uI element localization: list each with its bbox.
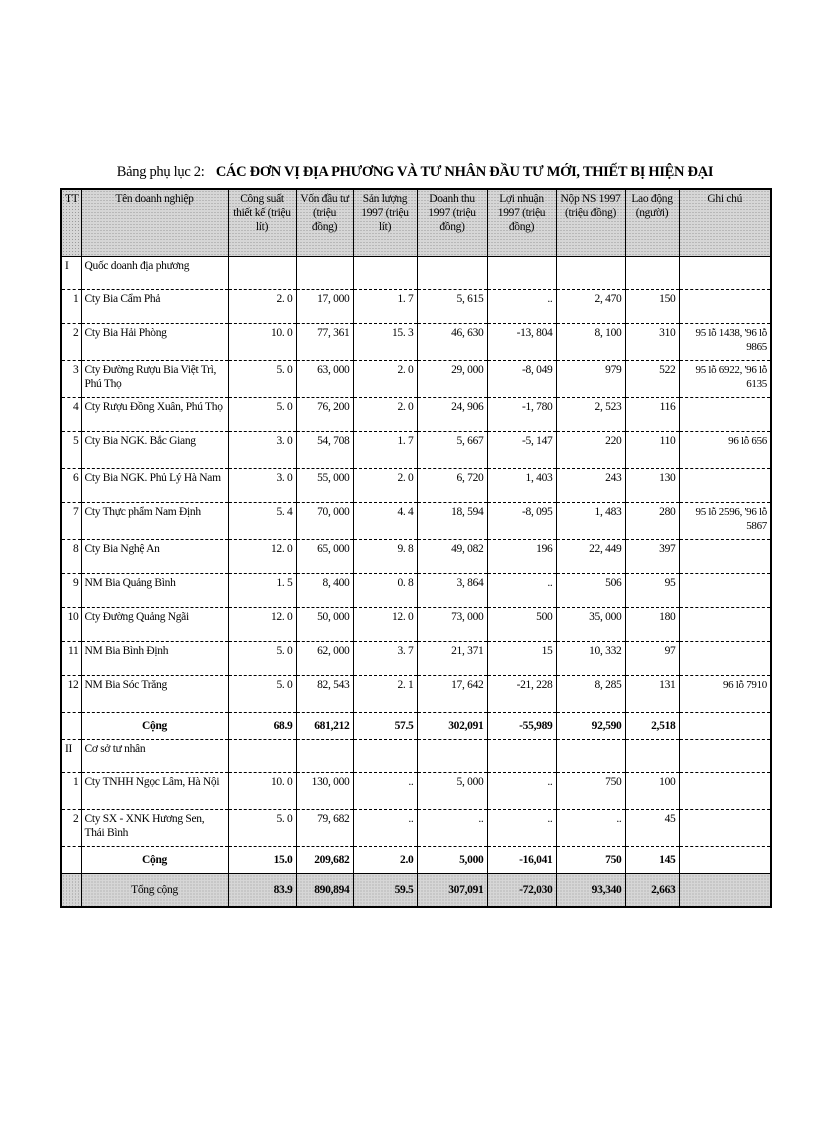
subtotal-label: Cộng (81, 847, 228, 874)
row-labor: 97 (625, 642, 679, 676)
row-revenue: 29, 000 (417, 361, 487, 398)
row-investment: 54, 708 (296, 432, 353, 469)
row-note: 95 lỗ 2596, '96 lỗ 5867 (679, 503, 771, 540)
row-capacity: 5. 0 (228, 810, 296, 847)
row-capacity: 2. 0 (228, 290, 296, 324)
row-revenue: 21, 371 (417, 642, 487, 676)
row-note (679, 574, 771, 608)
row-output: 2. 0 (353, 398, 417, 432)
row-labor: 110 (625, 432, 679, 469)
row-capacity: 1. 5 (228, 574, 296, 608)
table-row (61, 361, 771, 398)
row-tax: 35, 000 (556, 608, 625, 642)
table-row (61, 469, 771, 503)
row-capacity: 5. 0 (228, 398, 296, 432)
row-labor: 100 (625, 773, 679, 810)
row-profit: -1, 780 (487, 398, 556, 432)
header-tax: Nộp NS 1997 (triệu đồng) (556, 189, 625, 257)
row-revenue: 17, 642 (417, 676, 487, 713)
row-tt: 9 (61, 574, 81, 608)
table-row (61, 574, 771, 608)
row-capacity: 5. 0 (228, 676, 296, 713)
section-tt: II (61, 740, 81, 773)
header-investment: Vốn đầu tư (triệu đồng) (296, 189, 353, 257)
row-tax: 243 (556, 469, 625, 503)
row-labor: 130 (625, 469, 679, 503)
grand-total-row (61, 874, 771, 908)
row-tax: 2, 470 (556, 290, 625, 324)
row-tt: 6 (61, 469, 81, 503)
grand-total-output: 59.5 (353, 874, 417, 908)
row-output: 0. 8 (353, 574, 417, 608)
row-revenue: 5, 667 (417, 432, 487, 469)
grand-total-labor: 2,663 (625, 874, 679, 908)
row-investment: 63, 000 (296, 361, 353, 398)
header-profit: Lợi nhuận 1997 (triệu đồng) (487, 189, 556, 257)
row-tax: 10, 332 (556, 642, 625, 676)
row-revenue: 73, 000 (417, 608, 487, 642)
row-name: Cty SX - XNK Hương Sen, Thái Bình (81, 810, 228, 847)
table-row (61, 642, 771, 676)
subtotal-row (61, 847, 771, 874)
row-labor: 116 (625, 398, 679, 432)
row-investment: 77, 361 (296, 324, 353, 361)
table-row (61, 773, 771, 810)
row-labor: 310 (625, 324, 679, 361)
row-output: 12. 0 (353, 608, 417, 642)
subtotal-labor: 2,518 (625, 713, 679, 740)
row-revenue: 5, 615 (417, 290, 487, 324)
section-name: Cơ sở tư nhân (81, 740, 228, 773)
row-investment: 70, 000 (296, 503, 353, 540)
subtotal-revenue: 302,091 (417, 713, 487, 740)
row-tax: 8, 285 (556, 676, 625, 713)
row-note: 95 lỗ 6922, '96 lỗ 6135 (679, 361, 771, 398)
row-investment: 79, 682 (296, 810, 353, 847)
grand-total-tax: 93,340 (556, 874, 625, 908)
row-labor: 95 (625, 574, 679, 608)
row-output: 2. 0 (353, 361, 417, 398)
row-tt: 7 (61, 503, 81, 540)
row-output: 1. 7 (353, 432, 417, 469)
header-tt: TT (61, 189, 81, 257)
row-note: 96 lỗ 7910 (679, 676, 771, 713)
table-row (61, 432, 771, 469)
header-name: Tên doanh nghiệp (81, 189, 228, 257)
row-name: Cty Đường Rượu Bia Việt Trì, Phú Thọ (81, 361, 228, 398)
row-capacity: 3. 0 (228, 432, 296, 469)
grand-total-investment: 890,894 (296, 874, 353, 908)
row-capacity: 12. 0 (228, 540, 296, 574)
row-name: Cty Đường Quảng Ngãi (81, 608, 228, 642)
row-capacity: 12. 0 (228, 608, 296, 642)
row-tax: 22, 449 (556, 540, 625, 574)
row-note (679, 290, 771, 324)
table-row (61, 324, 771, 361)
subtotal-tax: 92,590 (556, 713, 625, 740)
row-revenue: 46, 630 (417, 324, 487, 361)
row-labor: 522 (625, 361, 679, 398)
row-capacity: 10. 0 (228, 773, 296, 810)
row-output: .. (353, 810, 417, 847)
section-row (61, 740, 771, 773)
row-labor: 150 (625, 290, 679, 324)
document-title (60, 164, 770, 181)
grand-total-profit: -72,030 (487, 874, 556, 908)
row-profit: -5, 147 (487, 432, 556, 469)
title-main: CÁC ĐƠN VỊ ĐỊA PHƯƠNG VÀ TƯ NHÂN ĐẦU TƯ MỚI, THIẾT BỊ HIỆN ĐẠI (215, 164, 714, 180)
subtotal-profit: -55,989 (487, 713, 556, 740)
row-labor: 45 (625, 810, 679, 847)
subtotal-investment: 681,212 (296, 713, 353, 740)
row-profit: 196 (487, 540, 556, 574)
row-output: 3. 7 (353, 642, 417, 676)
row-investment: 130, 000 (296, 773, 353, 810)
row-labor: 180 (625, 608, 679, 642)
row-tt: 1 (61, 290, 81, 324)
subtotal-profit: -16,041 (487, 847, 556, 874)
row-note (679, 540, 771, 574)
row-tt: 2 (61, 324, 81, 361)
table-row (61, 398, 771, 432)
section-row (61, 257, 771, 290)
row-tt: 11 (61, 642, 81, 676)
row-tt: 12 (61, 676, 81, 713)
row-profit: .. (487, 290, 556, 324)
row-investment: 82, 543 (296, 676, 353, 713)
row-tax: 220 (556, 432, 625, 469)
row-investment: 8, 400 (296, 574, 353, 608)
header-capacity: Công suất thiết kế (triệu lít) (228, 189, 296, 257)
header-labor: Lao động (người) (625, 189, 679, 257)
title-prefix: Bảng phụ lục 2: (116, 164, 205, 180)
row-name: Cty Bia NGK. Phủ Lý Hà Nam (81, 469, 228, 503)
row-name: Cty Rượu Đồng Xuân, Phú Thọ (81, 398, 228, 432)
row-tt: 1 (61, 773, 81, 810)
subtotal-row (61, 713, 771, 740)
row-name: Cty Bia Hải Phòng (81, 324, 228, 361)
row-investment: 65, 000 (296, 540, 353, 574)
enterprise-table (60, 188, 772, 908)
row-output: 9. 8 (353, 540, 417, 574)
row-labor: 131 (625, 676, 679, 713)
row-note: 95 lỗ 1438, '96 lỗ 9865 (679, 324, 771, 361)
table-row (61, 810, 771, 847)
row-revenue: .. (417, 810, 487, 847)
row-labor: 397 (625, 540, 679, 574)
row-note (679, 810, 771, 847)
row-profit: 1, 403 (487, 469, 556, 503)
row-revenue: 3, 864 (417, 574, 487, 608)
row-tax: .. (556, 810, 625, 847)
row-investment: 17, 000 (296, 290, 353, 324)
row-name: NM Bia Bình Định (81, 642, 228, 676)
row-tt: 5 (61, 432, 81, 469)
row-note: 96 lỗ 656 (679, 432, 771, 469)
section-name: Quốc doanh địa phương (81, 257, 228, 290)
header-row (61, 189, 771, 257)
row-profit: -21, 228 (487, 676, 556, 713)
row-name: Cty Thực phẩm Nam Định (81, 503, 228, 540)
row-capacity: 5. 0 (228, 642, 296, 676)
row-tt: 4 (61, 398, 81, 432)
row-investment: 50, 000 (296, 608, 353, 642)
row-tax: 1, 483 (556, 503, 625, 540)
row-tt: 8 (61, 540, 81, 574)
grand-total-label: Tổng cộng (81, 874, 228, 908)
row-output: .. (353, 773, 417, 810)
row-revenue: 18, 594 (417, 503, 487, 540)
row-output: 4. 4 (353, 503, 417, 540)
row-note (679, 398, 771, 432)
row-tax: 506 (556, 574, 625, 608)
row-profit: .. (487, 810, 556, 847)
row-profit: .. (487, 574, 556, 608)
grand-total-revenue: 307,091 (417, 874, 487, 908)
subtotal-capacity: 15.0 (228, 847, 296, 874)
row-tax: 750 (556, 773, 625, 810)
subtotal-labor: 145 (625, 847, 679, 874)
row-name: Cty Bia Nghệ An (81, 540, 228, 574)
subtotal-label: Cộng (81, 713, 228, 740)
row-note (679, 469, 771, 503)
row-name: Cty TNHH Ngọc Lâm, Hà Nội (81, 773, 228, 810)
subtotal-revenue: 5,000 (417, 847, 487, 874)
row-tt: 2 (61, 810, 81, 847)
row-revenue: 24, 906 (417, 398, 487, 432)
row-investment: 55, 000 (296, 469, 353, 503)
table-row (61, 503, 771, 540)
row-output: 2. 1 (353, 676, 417, 713)
grand-total-capacity: 83.9 (228, 874, 296, 908)
row-capacity: 5. 4 (228, 503, 296, 540)
row-revenue: 5, 000 (417, 773, 487, 810)
subtotal-tax: 750 (556, 847, 625, 874)
row-tax: 979 (556, 361, 625, 398)
row-note (679, 608, 771, 642)
section-tt: I (61, 257, 81, 290)
row-name: Cty Bia Cẩm Phả (81, 290, 228, 324)
row-tax: 2, 523 (556, 398, 625, 432)
row-profit: 500 (487, 608, 556, 642)
row-capacity: 5. 0 (228, 361, 296, 398)
header-revenue: Doanh thu 1997 (triệu đồng) (417, 189, 487, 257)
subtotal-output: 57.5 (353, 713, 417, 740)
row-name: NM Bia Quảng Bình (81, 574, 228, 608)
row-output: 1. 7 (353, 290, 417, 324)
row-profit: 15 (487, 642, 556, 676)
row-name: NM Bia Sóc Trăng (81, 676, 228, 713)
row-tt: 3 (61, 361, 81, 398)
table-row (61, 608, 771, 642)
row-investment: 76, 200 (296, 398, 353, 432)
row-output: 15. 3 (353, 324, 417, 361)
row-name: Cty Bia NGK. Bắc Giang (81, 432, 228, 469)
row-labor: 280 (625, 503, 679, 540)
row-tt: 10 (61, 608, 81, 642)
table-row (61, 290, 771, 324)
row-note (679, 773, 771, 810)
row-profit: -13, 804 (487, 324, 556, 361)
subtotal-output: 2.0 (353, 847, 417, 874)
row-revenue: 49, 082 (417, 540, 487, 574)
row-profit: -8, 049 (487, 361, 556, 398)
row-output: 2. 0 (353, 469, 417, 503)
subtotal-capacity: 68.9 (228, 713, 296, 740)
subtotal-investment: 209,682 (296, 847, 353, 874)
row-capacity: 10. 0 (228, 324, 296, 361)
row-capacity: 3. 0 (228, 469, 296, 503)
row-profit: -8, 095 (487, 503, 556, 540)
table-row (61, 676, 771, 713)
header-output: Sản lượng 1997 (triệu lít) (353, 189, 417, 257)
table-row (61, 540, 771, 574)
row-investment: 62, 000 (296, 642, 353, 676)
row-note (679, 642, 771, 676)
row-tax: 8, 100 (556, 324, 625, 361)
row-profit: .. (487, 773, 556, 810)
header-note: Ghi chú (679, 189, 771, 257)
row-revenue: 6, 720 (417, 469, 487, 503)
